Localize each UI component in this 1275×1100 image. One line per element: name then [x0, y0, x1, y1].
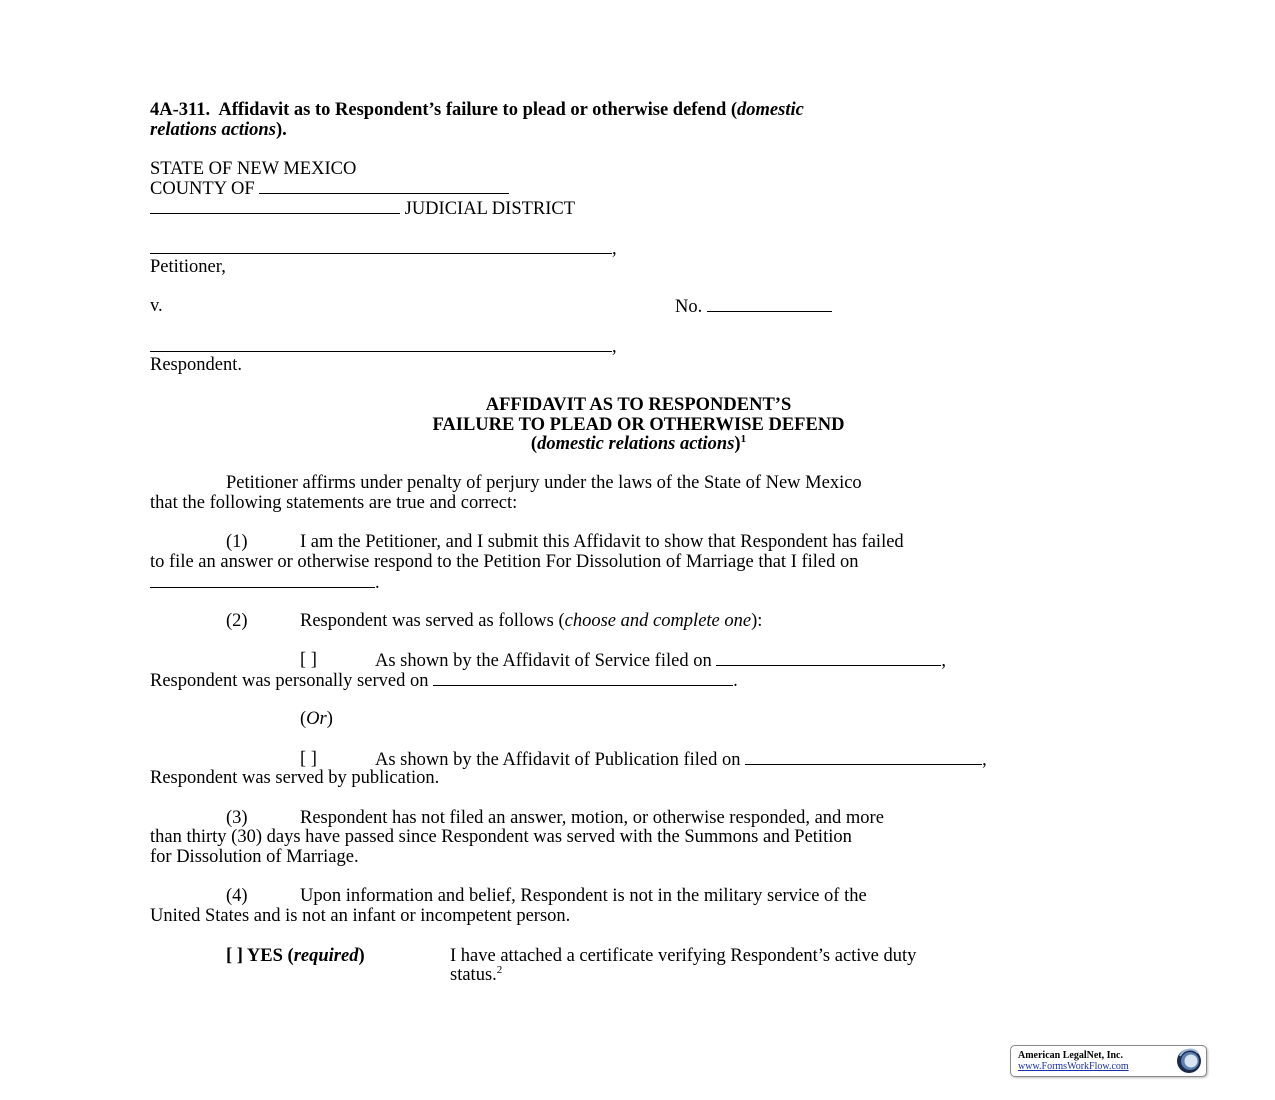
paragraph-3-line3: for Dissolution of Marriage.: [150, 847, 359, 867]
service-option-checkbox[interactable]: [ ]: [300, 650, 317, 670]
military-yes-option[interactable]: [ ] YES (required): [226, 946, 365, 966]
logo-company-name: American LegalNet, Inc.: [1018, 1050, 1123, 1061]
case-number-line: No.: [675, 296, 832, 317]
personal-service-date-field[interactable]: [433, 670, 733, 686]
state-label: STATE OF NEW MEXICO: [150, 159, 357, 179]
paragraph-4-line1: Upon information and belief, Respondent is not in the military service of the: [300, 886, 867, 906]
respondent-name-field[interactable]: [150, 336, 612, 352]
district-line: JUDICIAL DISTRICT: [150, 198, 575, 219]
paragraph-2-number: (2): [226, 611, 248, 631]
paragraph-4-number: (4): [226, 886, 248, 906]
form-title-line3: (domestic relations actions)$^1$: [530, 433, 747, 454]
service-option-line2: Respondent was personally served on .: [150, 671, 738, 691]
intro-line1: Petitioner affirms under penalty of perjury under the laws of the State of New Mexico: [226, 473, 862, 493]
paragraph-1-number: (1): [226, 532, 248, 552]
paragraph-1-line2: to file an answer or otherwise respond to the Petition For Dissolution of Marriage that I filed on: [150, 552, 859, 572]
publication-affidavit-date-field[interactable]: [745, 749, 982, 765]
district-field[interactable]: [150, 198, 400, 214]
military-yes-checkbox[interactable]: [ ]: [226, 946, 243, 966]
section-heading-line1: 4A-311. Affidavit as to Respondent’s failure to plead or otherwise defend (domestic: [150, 100, 804, 120]
american-legalnet-logo[interactable]: [1010, 1045, 1207, 1077]
petitioner-label: Petitioner,: [150, 257, 226, 277]
petition-filed-date-field[interactable]: [150, 572, 375, 588]
paragraph-3-line1: Respondent has not filed an answer, motion, or otherwise responded, and more: [300, 808, 884, 828]
petitioner-name-line: ,: [150, 238, 617, 259]
footnote-ref-2[interactable]: 2: [496, 964, 503, 976]
military-certificate-line1: I have attached a certificate verifying Respondent’s active duty: [450, 946, 917, 966]
publication-option-checkbox[interactable]: [ ]: [300, 749, 317, 769]
intro-line2: that the following statements are true and correct:: [150, 493, 518, 513]
form-title-line1: AFFIDAVIT AS TO RESPONDENT’S: [485, 395, 792, 415]
respondent-label: Respondent.: [150, 355, 242, 375]
service-affidavit-date-field[interactable]: [716, 650, 941, 666]
globe-logo-icon: [1176, 1048, 1202, 1074]
logo-website-link[interactable]: www.FormsWorkFlow.com: [1018, 1061, 1129, 1072]
publication-option-line2: Respondent was served by publication.: [150, 768, 440, 788]
or-label: (Or): [300, 709, 333, 729]
footnote-ref-1[interactable]: 1: [740, 433, 747, 445]
county-field[interactable]: [259, 178, 509, 194]
petitioner-name-field[interactable]: [150, 238, 612, 254]
county-line: COUNTY OF: [150, 178, 509, 199]
paragraph-4-line2: United States and is not an infant or incompetent person.: [150, 906, 571, 926]
paragraph-2-text: Respondent was served as follows (choose and complete one):: [300, 611, 763, 631]
paragraph-3-line2: than thirty (30) days have passed since Respondent was served with the Summons and Petition: [150, 827, 852, 847]
service-option-line1: As shown by the Affidavit of Service filed on ,: [375, 651, 946, 671]
paragraph-1-line3: .: [150, 572, 380, 593]
versus-label: v.: [150, 296, 163, 316]
section-heading-line2: relations actions).: [150, 120, 287, 140]
form-title-line2: FAILURE TO PLEAD OR OTHERWISE DEFEND: [432, 415, 845, 435]
publication-option-line1: As shown by the Affidavit of Publication filed on ,: [375, 750, 987, 770]
case-number-field[interactable]: [707, 296, 832, 312]
respondent-name-line: ,: [150, 336, 617, 357]
paragraph-1-line1: I am the Petitioner, and I submit this Affidavit to show that Respondent has failed: [300, 532, 904, 552]
military-certificate-line2: status.$^2$: [450, 964, 503, 985]
section-number: 4A-311.: [150, 100, 211, 120]
paragraph-3-number: (3): [226, 808, 248, 828]
